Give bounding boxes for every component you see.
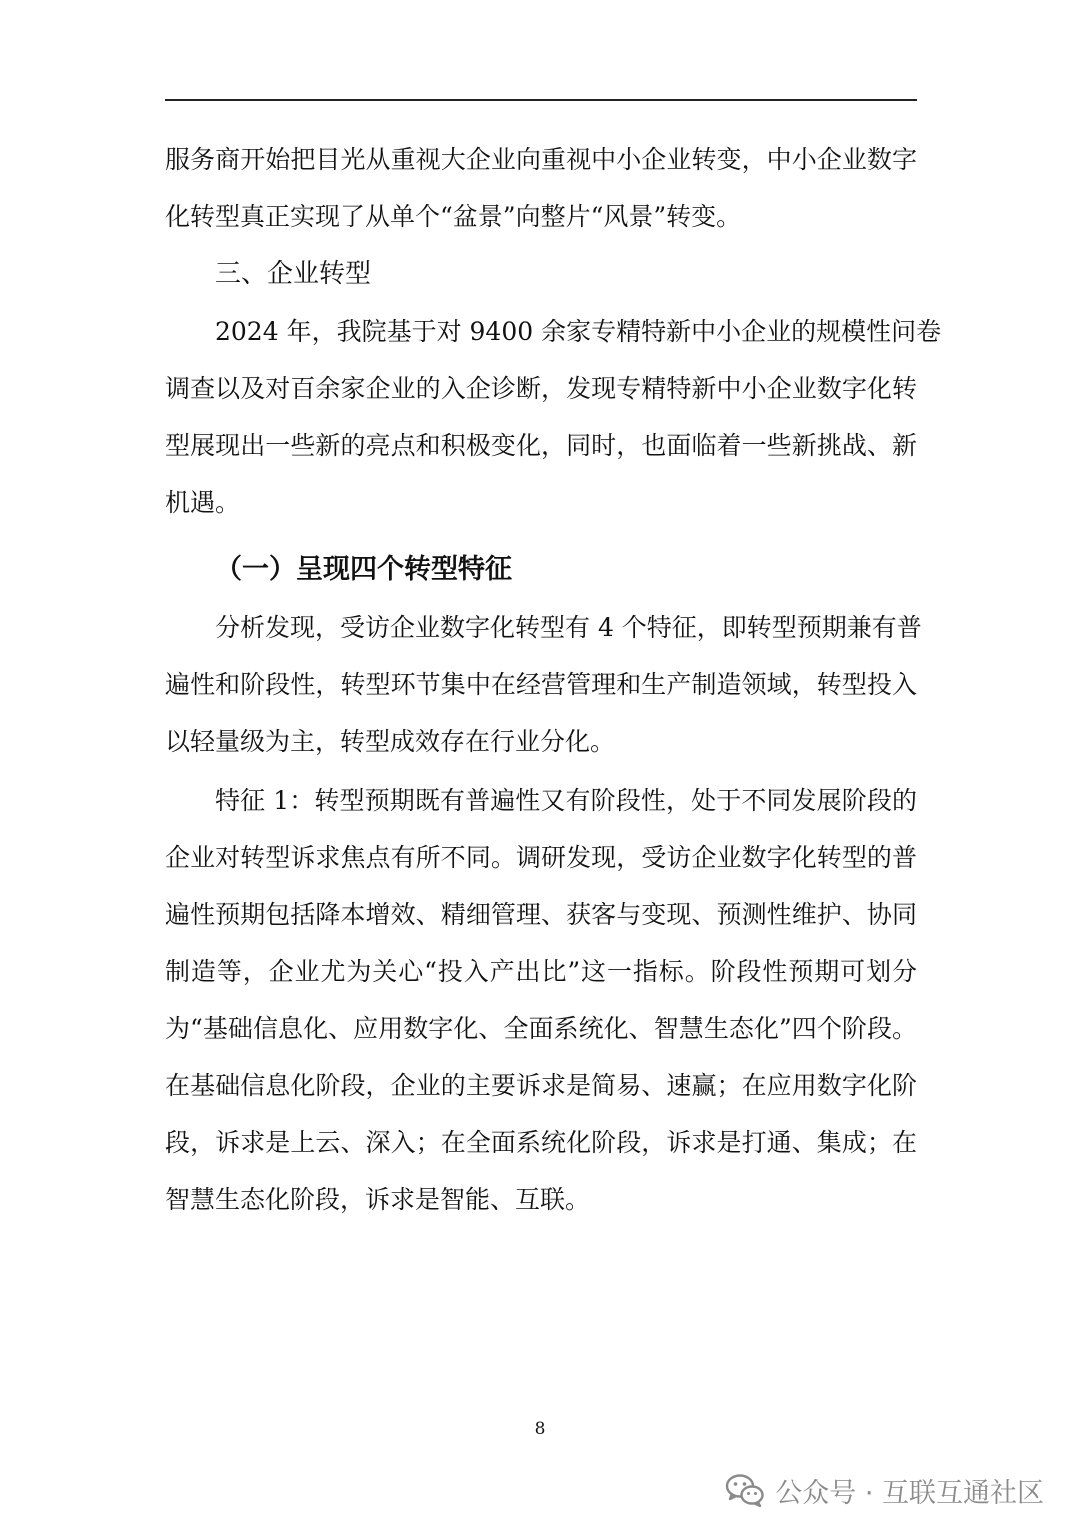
wechat-icon xyxy=(725,1473,765,1507)
paragraph-line: 型展现出一些新的亮点和积极变化，同时，也面临着一些新挑战、新 xyxy=(165,431,917,460)
paragraph-line: 特征 1：转型预期既有普遍性又有阶段性，处于不同发展阶段的 xyxy=(215,786,917,815)
paragraph-line: 化转型真正实现了从单个“盆景”向整片“风景”转变。 xyxy=(165,202,742,231)
paragraph-line: 遍性预期包括降本增效、精细管理、获客与变现、预测性维护、协同 xyxy=(165,900,917,929)
paragraph-line: 企业对转型诉求焦点有所不同。调研发现，受访企业数字化转型的普 xyxy=(165,843,917,872)
paragraph-line: 以轻量级为主，转型成效存在行业分化。 xyxy=(165,727,616,756)
paragraph-line: 遍性和阶段性，转型环节集中在经营管理和生产制造领域，转型投入 xyxy=(165,670,917,699)
paragraph-line: 2024 年，我院基于对 9400 余家专精特新中小企业的规模性问卷 xyxy=(215,317,942,346)
paragraph-line: 智慧生态化阶段，诉求是智能、互联。 xyxy=(165,1185,591,1214)
paragraph-line: 在基础信息化阶段，企业的主要诉求是简易、速赢；在应用数字化阶 xyxy=(165,1071,917,1100)
paragraph-line: 调查以及对百余家企业的入企诊断，发现专精特新中小企业数字化转 xyxy=(165,374,917,403)
page-number: 8 xyxy=(534,1419,546,1439)
watermark xyxy=(725,1470,1044,1510)
paragraph-line: 段，诉求是上云、深入；在全面系统化阶段，诉求是打通、集成；在 xyxy=(165,1128,917,1157)
paragraph-line: 机遇。 xyxy=(165,488,241,517)
paragraph-line: 制造等，企业尤为关心“投入产出比”这一指标。阶段性预期可划分 xyxy=(165,957,917,986)
watermark-text: 公众号 · 互联互通社区 xyxy=(775,1477,1044,1509)
subsection-heading: （一）呈现四个转型特征 xyxy=(215,554,512,585)
paragraph-line: 分析发现，受访企业数字化转型有 4 个特征，即转型预期兼有普 xyxy=(215,613,922,642)
paragraph-line: 服务商开始把目光从重视大企业向重视中小企业转变，中小企业数字 xyxy=(165,145,917,174)
paragraph-line: 为“基础信息化、应用数字化、全面系统化、智慧生态化”四个阶段。 xyxy=(165,1014,917,1043)
section-heading: 三、企业转型 xyxy=(215,259,372,289)
header-rule xyxy=(165,99,917,101)
